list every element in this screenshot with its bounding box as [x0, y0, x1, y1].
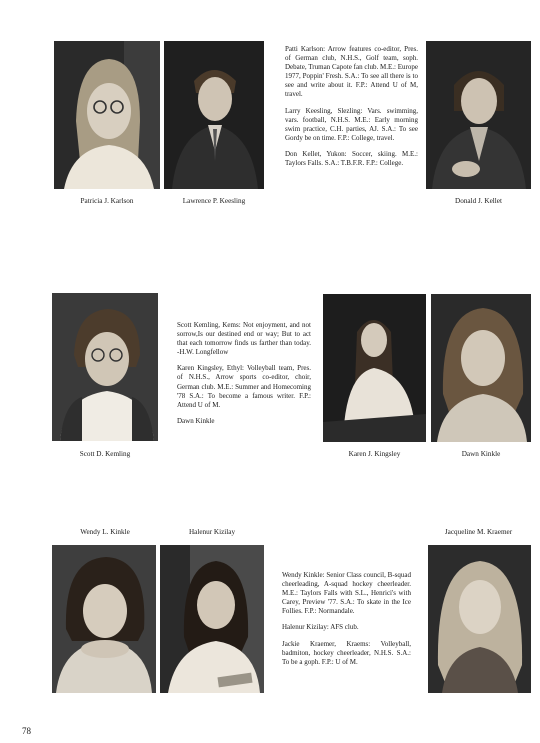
bio-block-2	[177, 321, 311, 433]
bio-block-1	[285, 45, 418, 175]
photo-scott-kemling	[52, 293, 158, 441]
caption-wendy-kinkle: Wendy L. Kinkle	[80, 528, 130, 536]
photo-karen-kingsley	[323, 294, 426, 442]
caption-halenur-kizilay: Halenur Kizilay	[188, 528, 236, 536]
bio-halenur-kizilay: Halenur Kizilay: AFS club.	[282, 623, 359, 632]
bio-block-3	[282, 571, 411, 674]
caption-donald-kellet: Donald J. Kellet	[455, 197, 502, 205]
bio-larry-keesling: Larry Keesling, Slezling: Vars. swimming, vars. football, N.H.S. M.E.: Early morning swim practice, C.H. parties, AJ. S.A.: To see Gordy be on time. F.P.: College, travel.	[285, 106, 418, 142]
bio-patti-karlson: Patti Karlson: Arrow features co-editor, Pres. of German club, N.H.S., Golf team, soph. Debate, Truman Capote fan club. M.E.: Europe 1977, Poppin' Fresh. S.A.: To see all there is to see and write about it. F.P.: Attend U of M, travel.	[285, 45, 418, 99]
bio-karen-kingsley: Karen Kingsley, Ethyl: Volleyball team, Pres. of N.H.S., Arrow sports co-editor, choir, German club. M.E.: Summer and Homecoming '78 S.A.: To become a famous writer. F.P.: Attend U of M.	[177, 364, 311, 409]
photo-dawn-kinkle	[431, 294, 531, 442]
bio-jackie-kraemer: Jackie Kraemer, Kraems: Volleyball, badmiton, hockey cheerleader, N.H.S. S.A.: To be a goph. F.P.: U of M.	[282, 639, 411, 666]
caption-jacqueline-kraemer: Jacqueline M. Kraemer	[444, 528, 513, 536]
caption-patricia-karlson: Patricia J. Karlson	[80, 197, 134, 205]
bio-dawn-kinkle: Dawn Kinkle	[177, 416, 215, 425]
page-number: 78	[22, 726, 31, 736]
photo-donald-kellet	[426, 41, 531, 189]
photo-wendy-kinkle	[52, 545, 156, 693]
photo-halenur-kizilay	[160, 545, 264, 693]
photo-jacqueline-kraemer	[428, 545, 531, 693]
photo-lawrence-keesling	[164, 41, 264, 189]
bio-don-kellet: Don Kellet, Yukon: Soccer, skiing. M.E.: Taylors Falls. S.A.: T.B.F.R. F.P.: College.	[285, 149, 418, 168]
photo-patricia-karlson	[54, 41, 160, 189]
caption-lawrence-keesling: Lawrence P. Keesling	[182, 197, 246, 205]
bio-wendy-kinkle: Wendy Kinkle: Senior Class council, B-squad cheerleading, A-squad hockey cheerleader. M.E.: Taylors Falls with S.L., Henrici's with Carey, Preview '77. S.A.: To skate in the Ice Follies. F.P.: Normandale.	[282, 571, 411, 616]
bio-scott-kemling: Scott Kemling, Kems: Not enjoyment, and not sorrow,Is our destined end or way; But to act that each tomorrow finds us farther than today. -H.W. Longfellow	[177, 321, 311, 357]
caption-scott-kemling: Scott D. Kemling	[79, 450, 131, 458]
caption-dawn-kinkle: Dawn Kinkle	[461, 450, 501, 458]
caption-karen-kingsley: Karen J. Kingsley	[348, 450, 401, 458]
